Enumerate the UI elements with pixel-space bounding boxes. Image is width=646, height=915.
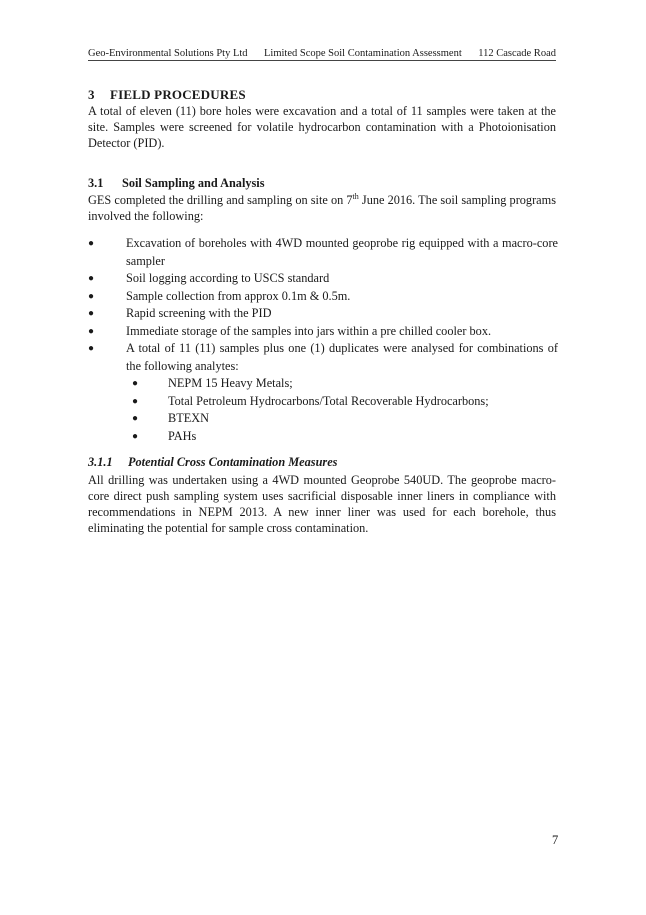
section-3-1-1-paragraph: All drilling was undertaken using a 4WD mounted Geoprobe 540UD. The geoprobe macro-core direct push sampling system uses sacrificial disposable inner liners in compliance with recommendations in NEPM 2013. A new inner liner was used for each borehole, thus eliminating the potential for sample cross contamination. <box>88 473 556 535</box>
analyte-text: PAHs <box>168 428 197 443</box>
analytes-list <box>88 375 558 445</box>
bullet-icon: ● <box>88 308 95 319</box>
list-item-text: Excavation of boreholes with 4WD mounted geoprobe rig equipped with a macro-core sampler <box>126 236 558 268</box>
analyte-item <box>88 375 558 393</box>
list-item <box>88 235 558 270</box>
analyte-text: NEPM 15 Heavy Metals; <box>168 376 293 390</box>
analyte-item <box>88 428 558 446</box>
analyte-text: BTEXN <box>168 411 209 425</box>
list-item-text: Immediate storage of the samples into jars within a pre chilled cooler box. <box>126 323 492 338</box>
bullet-icon: ● <box>88 238 95 249</box>
sampling-bullet-list <box>88 235 558 445</box>
bullet-icon: ● <box>88 325 95 337</box>
list-item-text: Sample collection from approx 0.1m & 0.5m. <box>126 288 351 303</box>
bullet-icon: ● <box>88 273 95 284</box>
analyte-item <box>88 410 558 428</box>
bullet-icon: ● <box>88 290 95 302</box>
header-address: 112 Cascade Road <box>478 48 556 59</box>
list-item-text: Rapid screening with the PID <box>126 306 272 320</box>
list-item <box>88 270 558 288</box>
bullet-icon: ● <box>88 343 95 354</box>
analyte-text: Total Petroleum Hydrocarbons/Total Recoverable Hydrocarbons; <box>168 393 489 408</box>
section-3-1-heading <box>88 176 265 191</box>
section-3-title: FIELD PROCEDURES <box>110 87 246 102</box>
header-company: Geo-Environmental Solutions Pty Ltd <box>88 48 248 59</box>
section-3-1-number: 3.1 <box>88 176 104 190</box>
list-item-text: Soil logging according to USCS standard <box>126 271 330 285</box>
page-header <box>88 48 556 61</box>
section-3-number: 3 <box>88 87 95 102</box>
intro-text-after: June 2016. The soil sampling programs involved the following: <box>88 193 556 223</box>
section-3-1-1-number: 3.1.1 <box>88 455 113 469</box>
list-item <box>88 340 558 375</box>
section-3-1-title: Soil Sampling and Analysis <box>122 176 265 190</box>
intro-superscript: th <box>352 191 359 201</box>
analytes-container <box>88 375 558 445</box>
list-item <box>88 305 558 323</box>
bullet-icon: ● <box>132 378 139 389</box>
bullet-icon: ● <box>132 430 139 442</box>
section-3-1-1-title: Potential Cross Contamination Measures <box>128 455 338 469</box>
section-3-1-1-heading <box>88 455 337 470</box>
section-3-1-intro <box>88 192 556 224</box>
bullet-icon: ● <box>132 395 139 407</box>
section-3-paragraph: A total of eleven (11) bore holes were excavation and a total of 11 samples were taken at the site. Samples were screened for volatile hydrocarbon contamination with a Photoionisation Detector (PID). <box>88 104 556 150</box>
list-item <box>88 323 558 341</box>
page-number: 7 <box>552 833 559 847</box>
list-item-text: A total of 11 (11) samples plus one (1) duplicates were analysed for combinations of the following analytes: <box>126 341 558 373</box>
section-3-heading <box>88 87 246 103</box>
analyte-item <box>88 393 558 411</box>
list-item <box>88 288 558 306</box>
header-report-title: Limited Scope Soil Contamination Assessment <box>264 48 462 59</box>
bullet-icon: ● <box>132 413 139 424</box>
intro-text-before: GES completed the drilling and sampling on site on 7 <box>88 193 353 207</box>
